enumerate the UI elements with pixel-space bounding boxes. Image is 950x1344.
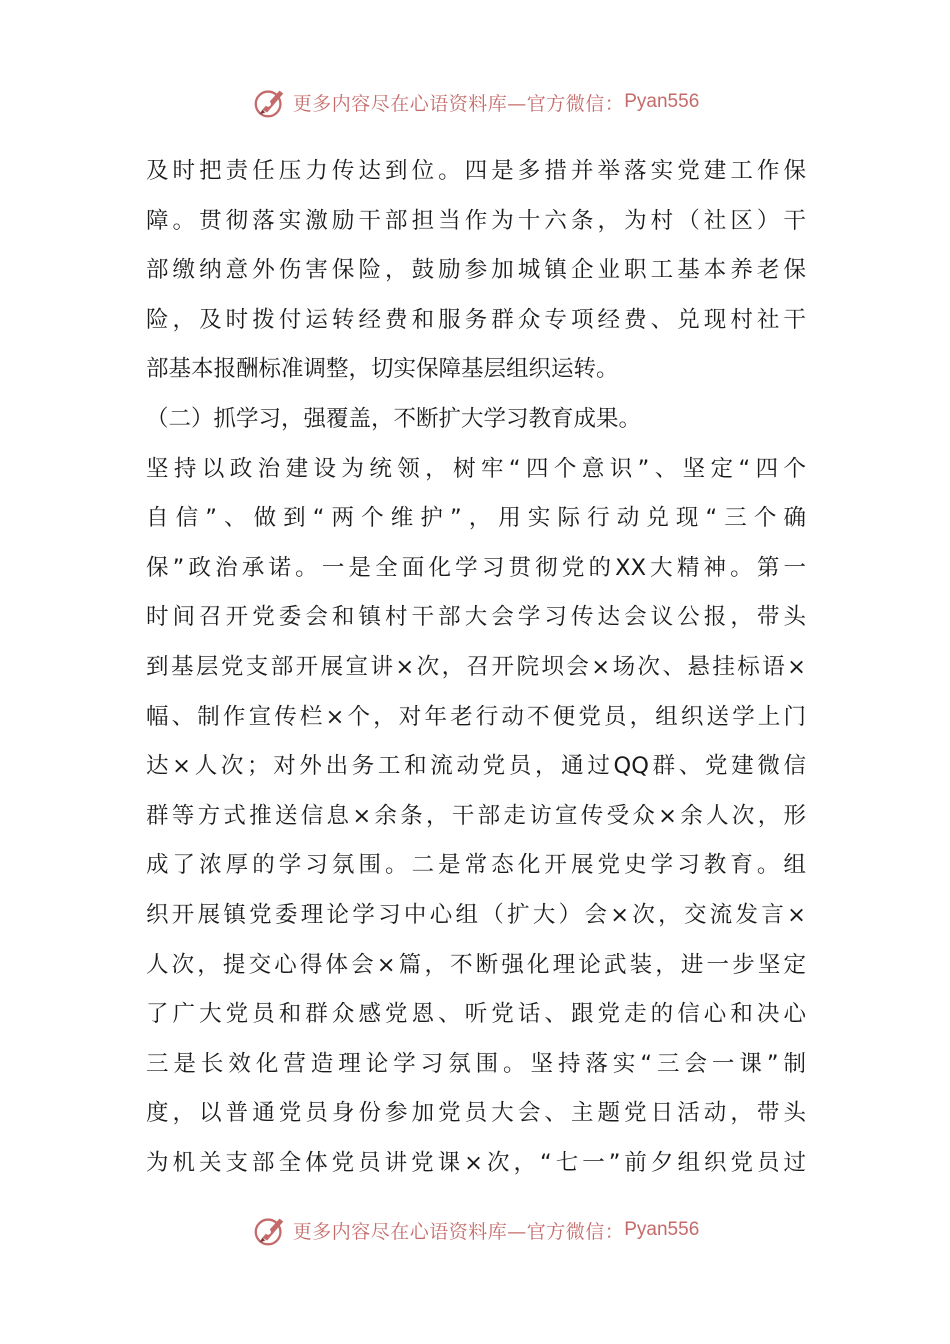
- banner-text: 更多内容尽在心语资料库—官方微信：: [292, 1220, 625, 1243]
- body-line: 群等方式推送信息×余条，干部走访宣传受众×余人次，形: [146, 802, 806, 829]
- body-line: 为机关支部全体党员讲党课×次，“七一”前夕组织党员过: [146, 1149, 806, 1176]
- body-line: 保”政治承诺。一是全面化学习贯彻党的XX大精神。第一: [146, 554, 806, 581]
- body-line: 部基本报酬标准调整，切实保障基层组织运转。: [146, 356, 619, 383]
- body-line: 成了浓厚的学习氛围。二是常态化开展党史学习教育。组: [146, 852, 806, 879]
- body-line: 自信”、做到“两个维护”，用实际行动兑现“三个确: [146, 505, 806, 532]
- body-line: 度，以普通党员身份参加党员大会、主题党日活动，带头: [146, 1100, 806, 1127]
- body-line: 时间召开党委会和镇村干部大会学习传达会议公报，带头: [146, 604, 806, 631]
- body-line: 及时把责任压力传达到位。四是多措并举落实党建工作保: [146, 158, 806, 184]
- body-line: 了广大党员和群众感党恩、听党话、跟党走的信心和决心: [146, 1001, 806, 1028]
- section-heading: （二）抓学习，强覆盖，不断扩大学习教育成果。: [146, 405, 642, 432]
- body-line: 到基层党支部开展宣讲×次，召开院坝会×场次、悬挂标语×: [146, 653, 806, 680]
- body-line: 人次，提交心得体会×篇，不断强化理论武装，进一步坚定: [146, 951, 806, 978]
- body-line: 织开展镇党委理论学习中心组（扩大）会×次，交流发言×: [146, 901, 806, 928]
- body-line: 障。贯彻落实激励干部担当作为十六条，为村（社区）干: [146, 207, 806, 234]
- header-banner: [0, 80, 950, 124]
- body-line: 坚持以政治建设为统领，树牢“四个意识”、坚定“四个: [146, 455, 806, 482]
- pen-logo-icon: [251, 1211, 289, 1249]
- banner-wechat-id: Pyan556: [624, 1219, 700, 1240]
- body-line: 幅、制作宣传栏×个，对年老行动不便党员，组织送学上门: [146, 703, 806, 730]
- pen-logo-icon: [251, 83, 289, 121]
- body-line: 三是长效化营造理论学习氛围。坚持落实“三会一课”制: [146, 1050, 806, 1077]
- body-line: 部缴纳意外伤害保险，鼓励参加城镇企业职工基本养老保: [146, 257, 806, 284]
- body-line: 达×人次；对外出务工和流动党员，通过QQ群、党建微信: [146, 753, 806, 780]
- banner-text: 更多内容尽在心语资料库—官方微信：: [292, 92, 625, 115]
- body-line: 险，及时拨付运转经费和服务群众专项经费、兑现村社干: [146, 306, 806, 333]
- document-body: [146, 147, 806, 1188]
- footer-banner: [0, 1208, 950, 1252]
- banner-wechat-id: Pyan556: [624, 91, 700, 112]
